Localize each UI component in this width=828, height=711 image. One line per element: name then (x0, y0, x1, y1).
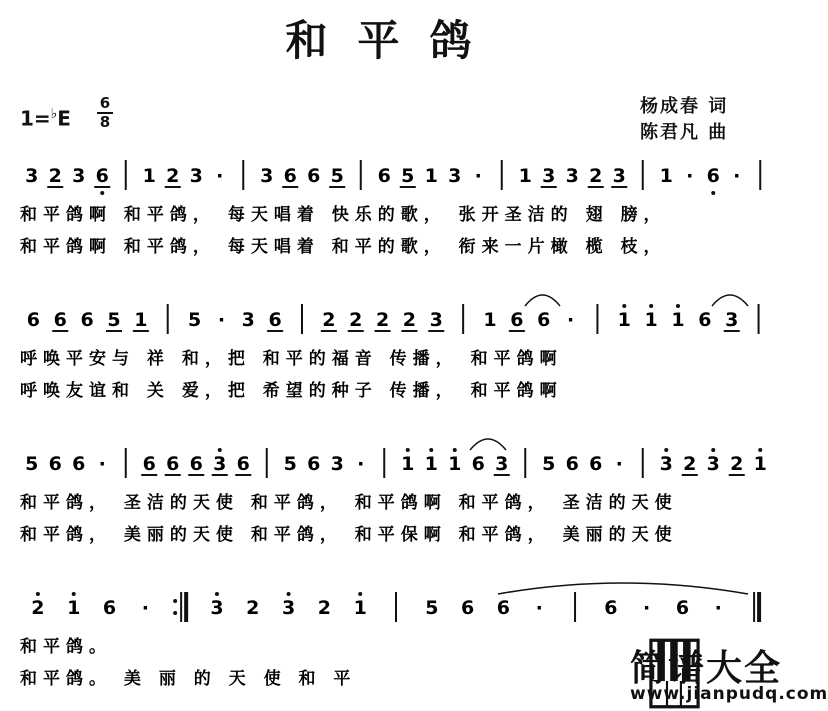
note: · (714, 597, 722, 619)
note: 6 (377, 165, 391, 187)
slur (470, 439, 506, 450)
slur (525, 295, 560, 306)
note: · (566, 309, 575, 331)
note: 6 (80, 309, 94, 331)
note: 6 (461, 597, 475, 619)
note: 6 (236, 453, 250, 475)
note: 6 (53, 309, 67, 331)
note: 3 (565, 165, 579, 187)
low-octave-dot (711, 191, 715, 195)
high-octave-dot (215, 592, 219, 596)
note: · (733, 165, 741, 187)
note: 6 (142, 453, 156, 475)
note: 1 (753, 453, 767, 475)
note: 6 (698, 309, 712, 331)
note: 6 (48, 453, 62, 475)
lyric-line: 和平鸽。 美 丽 的 天 使 和 平 (20, 669, 357, 689)
note: 3 (495, 453, 509, 475)
note: 1 (424, 165, 438, 187)
note: 5 (330, 165, 344, 187)
note: · (686, 165, 694, 187)
high-octave-dot (406, 448, 410, 452)
key-prefix: 1= (20, 106, 51, 131)
note: 6 (537, 309, 551, 331)
note: 6 (95, 165, 109, 187)
note: 6 (283, 165, 297, 187)
note: 1 (617, 309, 631, 331)
note: 1 (401, 453, 415, 475)
high-octave-dot (676, 304, 680, 308)
note: · (357, 453, 365, 475)
note: 3 (429, 309, 443, 331)
note: 6 (496, 597, 511, 619)
note: 6 (565, 453, 579, 475)
note: 6 (26, 309, 41, 331)
note: 2 (322, 309, 336, 331)
note: 2 (246, 597, 260, 619)
repeat-dot (173, 599, 177, 603)
lyricist-credit: 杨成春 词 (640, 96, 729, 117)
high-octave-dot (649, 304, 653, 308)
note: 6 (706, 165, 720, 187)
note: 2 (589, 165, 603, 187)
note: 6 (510, 309, 524, 331)
watermark-url: www.jianpudq.com (630, 684, 828, 704)
note: 6 (675, 597, 690, 619)
composer-credit: 陈君凡 曲 (640, 122, 729, 143)
slur (712, 295, 748, 306)
note: 3 (260, 165, 274, 187)
note: · (474, 165, 482, 187)
slur (498, 583, 748, 594)
note: 1 (142, 165, 156, 187)
note: 1 (659, 165, 673, 187)
note: 6 (604, 597, 618, 619)
note: 6 (189, 453, 203, 475)
lyric-line: 呼唤友谊和 关 爱，把 希望的种子 传播， 和平鸽啊 (20, 381, 563, 401)
flat-sign: ♭ (50, 106, 58, 122)
note: 1 (353, 597, 367, 619)
note: 2 (48, 165, 62, 187)
note: 2 (317, 597, 331, 619)
note: 1 (448, 453, 462, 475)
note: 5 (25, 453, 39, 475)
high-octave-dot (622, 304, 626, 308)
note: 1 (644, 309, 658, 331)
lyric-line: 呼唤平安与 祥 和，把 和平的福音 传播， 和平鸽啊 (20, 349, 563, 369)
note: 2 (349, 309, 363, 331)
note: · (535, 597, 543, 619)
note: 1 (67, 597, 81, 619)
note: 3 (241, 309, 255, 331)
high-octave-dot (758, 448, 762, 452)
note: 3 (281, 597, 296, 619)
high-octave-dot (287, 592, 291, 596)
note: 6 (268, 309, 282, 331)
note: 1 (518, 165, 532, 187)
note: 2 (730, 453, 744, 475)
watermark-name: 简谱大全 (630, 648, 783, 689)
note: · (98, 453, 106, 475)
note: 3 (659, 453, 673, 475)
note: 5 (542, 453, 556, 475)
note: 3 (72, 165, 86, 187)
high-octave-dot (453, 448, 457, 452)
meter-bottom: 8 (99, 113, 111, 131)
lyric-line: 和平鸽啊 和平鸽， 每天唱着 快乐的歌， 张开圣洁的 翅 膀， (20, 205, 667, 225)
high-octave-dot (429, 448, 433, 452)
high-octave-dot (72, 592, 76, 596)
high-octave-dot (711, 448, 715, 452)
note: 3 (189, 165, 203, 187)
note: · (217, 309, 226, 331)
note: 3 (612, 165, 626, 187)
note: 3 (330, 453, 344, 475)
lyric-line: 和平鸽。 (20, 637, 112, 657)
high-octave-dot (664, 448, 668, 452)
note: 6 (307, 453, 321, 475)
note: 6 (589, 453, 603, 475)
note: 2 (402, 309, 417, 331)
repeat-dot (173, 611, 177, 615)
note: 6 (166, 453, 180, 475)
note: · (643, 597, 651, 619)
meter-top: 6 (99, 94, 111, 112)
lyric-line: 和平鸽啊 和平鸽， 每天唱着 和平的歌， 衔来一片橄 榄 枝， (20, 237, 667, 257)
high-octave-dot (358, 592, 362, 596)
high-octave-dot (36, 592, 40, 596)
lyric-line: 和平鸽， 美丽的天使 和平鸽， 和平保啊 和平鸽， 美丽的天使 (20, 525, 678, 545)
note: · (141, 597, 149, 619)
note: 5 (283, 453, 297, 475)
note: 5 (107, 309, 121, 331)
page-title: 和平鸽 (285, 16, 502, 65)
note: 5 (187, 309, 202, 331)
note: 5 (401, 165, 415, 187)
note: 3 (725, 309, 739, 331)
note: 2 (683, 453, 697, 475)
note: 2 (375, 309, 390, 331)
low-octave-dot (100, 191, 104, 195)
note: 1 (134, 309, 148, 331)
note: 6 (307, 165, 321, 187)
note: 1 (483, 309, 497, 331)
note: 1 (671, 309, 685, 331)
lyric-line: 和平鸽， 圣洁的天使 和平鸽， 和平鸽啊 和平鸽， 圣洁的天使 (20, 493, 678, 513)
note: 3 (25, 165, 39, 187)
note: 1 (424, 453, 438, 475)
note: 3 (448, 165, 462, 187)
note: · (615, 453, 623, 475)
note: 2 (166, 165, 180, 187)
note: 5 (425, 597, 439, 619)
key-tonic: E (57, 106, 71, 131)
note: 3 (213, 453, 227, 475)
note: 3 (210, 597, 224, 619)
note: 3 (542, 165, 556, 187)
note: 6 (471, 453, 485, 475)
note: 3 (706, 453, 720, 475)
note: 6 (72, 453, 86, 475)
note: · (216, 165, 224, 187)
high-octave-dot (218, 448, 222, 452)
note: 6 (102, 597, 117, 619)
note: 2 (31, 597, 45, 619)
